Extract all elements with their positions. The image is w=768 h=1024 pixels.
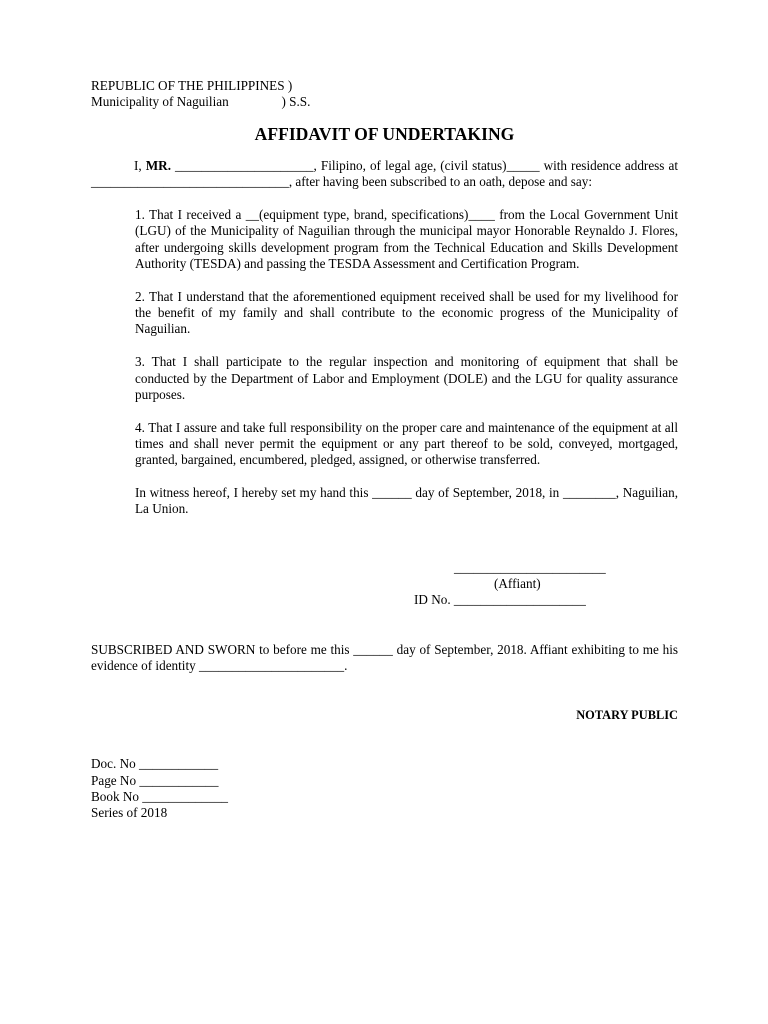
header-republic: REPUBLIC OF THE PHILIPPINES ) [91,78,293,93]
affiant-signature-line: _______________________ [454,559,606,575]
notary-public-label: NOTARY PUBLIC [576,708,678,723]
paragraph-4: 4. That I assure and take full responsibility on the proper care and maintenance of the equipment at all times and shall never permit the equipment or any part thereof to be sold, conveyed, mortgaged, granted, bargained, encumbered, pledged, assigned, or otherwise transferred. [135,419,678,468]
notarial-records [91,756,678,821]
intro-mr: MR. [145,157,172,173]
intro-paragraph [91,158,678,191]
affidavit-document [91,78,678,822]
header-municipality: Municipality of Naguilian ) S.S. [91,94,311,110]
paragraph-3: 3. That I shall participate to the regular inspection and monitoring of equipment that shall be conducted by the Department of Labor and Employment (DOLE) and the LGU for quality assurance purposes. [135,354,678,402]
sworn-statement: SUBSCRIBED AND SWORN to before me this ______ day of September, 2018. Affiant exhibiting to me his evidence of identity ______________________. [91,641,678,673]
document-title: AFFIDAVIT OF UNDERTAKING [254,123,515,144]
intro-rest: _____________________, Filipino, of legal age, (civil status)_____ with residence address at ______________________________, after having been subscribed to an oath, depose and say: [91,157,678,189]
page-no-line: Page No ____________ [91,772,219,788]
witness-paragraph: In witness hereof, I hereby set my hand this ______ day of September, 2018, in ________, Naguilian, La Union. [135,485,678,517]
intro-prefix: I, [134,157,146,173]
series-line: Series of 2018 [91,805,168,821]
affiant-label: (Affiant) [494,575,541,591]
affiant-id-line: ID No. ____________________ [414,592,586,608]
book-no-line: Book No _____________ [91,789,229,805]
paragraph-1: 1. That I received a __(equipment type, brand, specifications)____ from the Local Government Unit (LGU) of the Municipality of Naguilian through the municipal mayor Honorable Reynaldo J. Flores, after undergoing skills development program from the Technical Education and Skills Development Authority (TESDA) and passing the TESDA Assessment and Certification Program. [135,207,678,272]
affiant-block [414,560,704,609]
paragraph-2: 2. That I understand that the aforementioned equipment received shall be used for my livelihood for the benefit of my family and shall contribute to the economic progress of the Municipality of Naguilian. [135,288,678,337]
doc-no-line: Doc. No ____________ [91,756,219,772]
